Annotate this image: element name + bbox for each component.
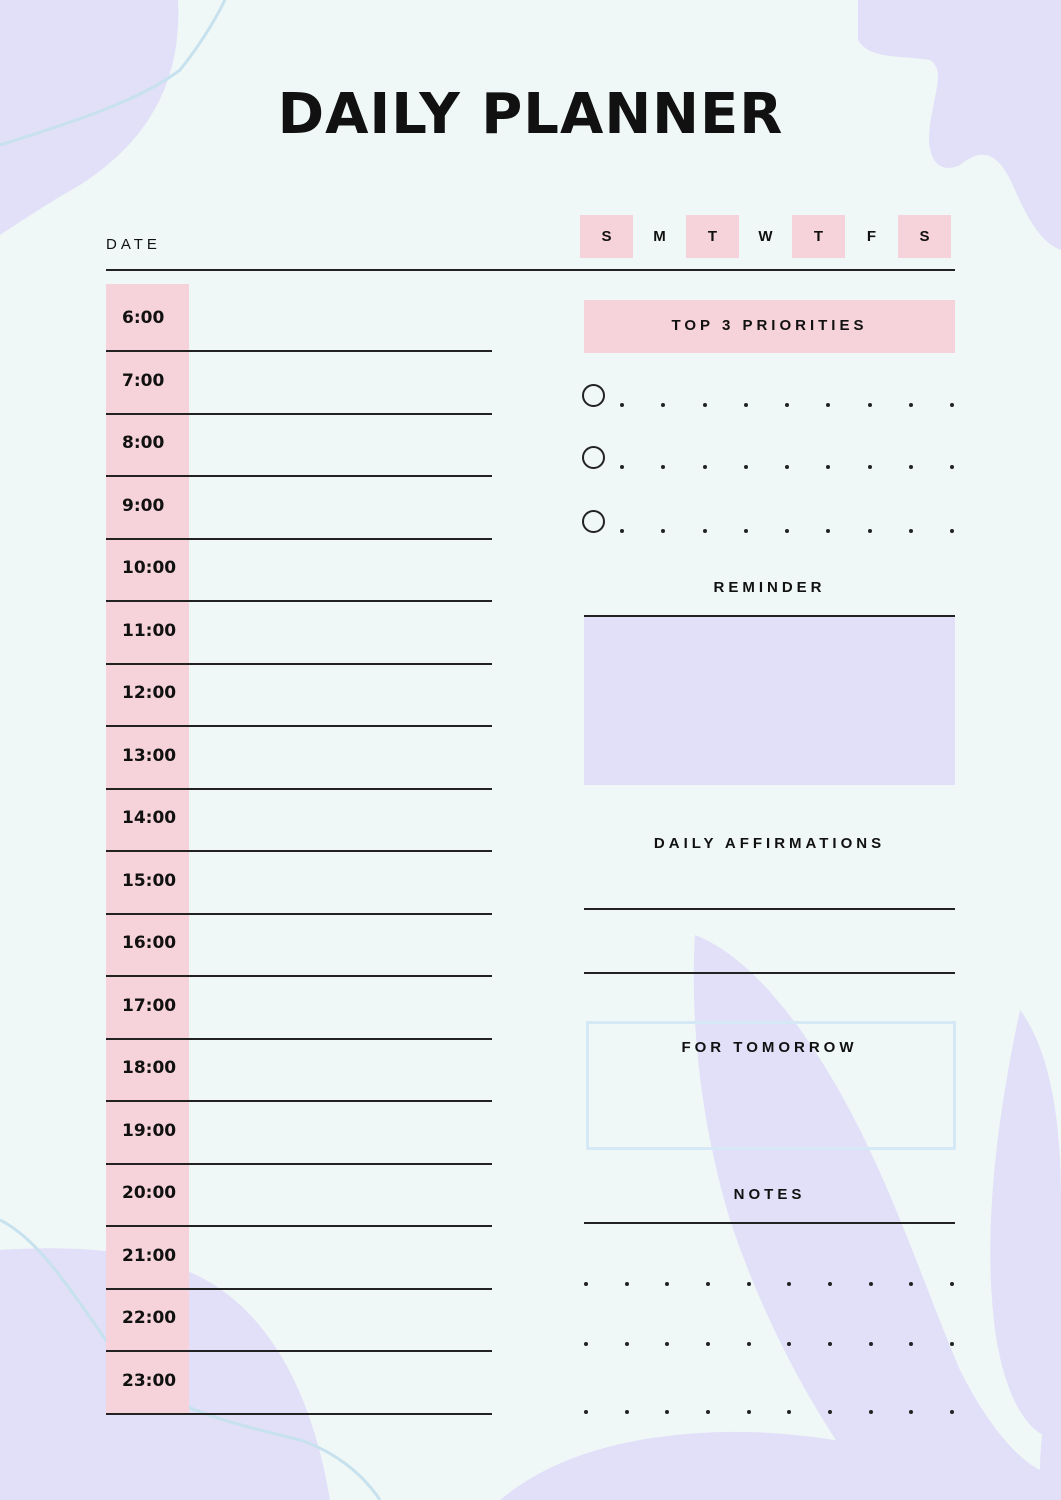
time-label: 15:00 [122,870,177,891]
affirmations-heading: DAILY AFFIRMATIONS [653,835,886,852]
dot [744,465,748,469]
dot [909,529,913,533]
dot [706,1282,710,1286]
time-slot-line[interactable] [106,1350,492,1352]
time-slot-line[interactable] [106,663,492,665]
dot [665,1410,669,1414]
dot [909,1410,913,1414]
weekday-wednesday[interactable]: W [758,228,773,245]
priority-dotted-line[interactable] [620,403,954,407]
dot [785,465,789,469]
time-label: 16:00 [122,933,177,953]
time-slot-line[interactable] [106,600,492,602]
dot [909,403,913,407]
time-slot-line[interactable] [106,913,492,915]
dot [706,1410,710,1414]
page-title: DAILY PLANNER [277,82,784,147]
time-slot-line[interactable] [106,538,492,540]
priority-dotted-line[interactable] [620,529,954,533]
weekday-saturday[interactable]: S [898,215,951,258]
affirmation-line[interactable] [584,972,955,974]
dot [869,1342,873,1346]
priority-checkbox[interactable] [582,446,605,469]
dot [869,1282,873,1286]
date-underline [106,269,955,271]
dot [787,1282,791,1286]
weekday-friday[interactable]: F [866,228,877,245]
time-slot-line[interactable] [106,1163,492,1165]
time-slot-line[interactable] [106,1100,492,1102]
dot [787,1410,791,1414]
dot [868,465,872,469]
dot [785,403,789,407]
dot [950,403,954,407]
dot [787,1342,791,1346]
weekday-sunday[interactable]: S [580,215,633,258]
time-slot-line[interactable] [106,413,492,415]
time-slot-line[interactable] [106,788,492,790]
dot [909,1282,913,1286]
time-label: 19:00 [122,1120,177,1141]
dot [950,1342,954,1346]
time-label: 6:00 [122,308,165,328]
dot [826,403,830,407]
dot [868,403,872,407]
dot [868,529,872,533]
notes-dotted-line[interactable] [584,1342,954,1346]
dot [744,403,748,407]
dot [620,529,624,533]
dot [665,1282,669,1286]
dot [703,403,707,407]
dot [620,403,624,407]
dot [584,1342,588,1346]
time-label: 17:00 [122,995,177,1016]
priority-dotted-line[interactable] [620,465,954,469]
time-label: 10:00 [122,558,177,578]
date-label: DATE [106,236,161,253]
dot [869,1410,873,1414]
notes-divider [584,1222,955,1224]
notes-dotted-line[interactable] [584,1410,954,1414]
far-right-leaf [990,1010,1061,1440]
dot [625,1342,629,1346]
priority-checkbox[interactable] [582,510,605,533]
reminder-area[interactable] [584,617,955,785]
time-slot-line[interactable] [106,1038,492,1040]
time-slot-line[interactable] [106,1225,492,1227]
time-label: 7:00 [122,370,165,391]
time-label: 20:00 [122,1183,177,1203]
dot [828,1410,832,1414]
dot [625,1410,629,1414]
time-slot-line[interactable] [106,475,492,477]
time-column [106,284,189,1414]
affirmation-line[interactable] [584,908,955,910]
time-label: 14:00 [122,808,177,828]
time-slot-line[interactable] [106,350,492,352]
dot [950,1282,954,1286]
time-label: 13:00 [122,745,177,766]
dot [828,1342,832,1346]
time-label: 21:00 [122,1245,177,1266]
dot [828,1282,832,1286]
dot [909,465,913,469]
weekday-thursday[interactable]: T [792,215,845,258]
dot [665,1342,669,1346]
weekday-monday[interactable]: M [653,228,666,245]
dot [661,403,665,407]
time-label: 9:00 [122,495,165,516]
time-label: 18:00 [122,1058,177,1078]
notes-dotted-line[interactable] [584,1282,954,1286]
dot [747,1410,751,1414]
dot [747,1282,751,1286]
dot [826,465,830,469]
priorities-heading: TOP 3 PRIORITIES [671,317,868,334]
dot [620,465,624,469]
time-label: 8:00 [122,433,165,453]
dot [661,529,665,533]
weekday-tuesday[interactable]: T [686,215,739,258]
notes-heading: NOTES [733,1186,806,1203]
dot [785,529,789,533]
dot [826,529,830,533]
dot [950,1410,954,1414]
dot [909,1342,913,1346]
time-label: 23:00 [122,1370,177,1391]
time-label: 11:00 [122,620,177,641]
time-slot-line[interactable] [106,975,492,977]
dot [703,529,707,533]
dot [625,1282,629,1286]
time-label: 12:00 [122,683,177,703]
dot [706,1342,710,1346]
time-slot-line[interactable] [106,1288,492,1290]
time-label: 22:00 [122,1308,177,1328]
dot [661,465,665,469]
dot [744,529,748,533]
time-slot-line[interactable] [106,850,492,852]
time-slot-line[interactable] [106,1413,492,1415]
dot [747,1342,751,1346]
dot [584,1282,588,1286]
tomorrow-heading: FOR TOMORROW [681,1039,858,1056]
dot [703,465,707,469]
dot [950,529,954,533]
dot [584,1410,588,1414]
reminder-heading: REMINDER [713,579,826,596]
priority-checkbox[interactable] [582,384,605,407]
time-slot-line[interactable] [106,725,492,727]
dot [950,465,954,469]
